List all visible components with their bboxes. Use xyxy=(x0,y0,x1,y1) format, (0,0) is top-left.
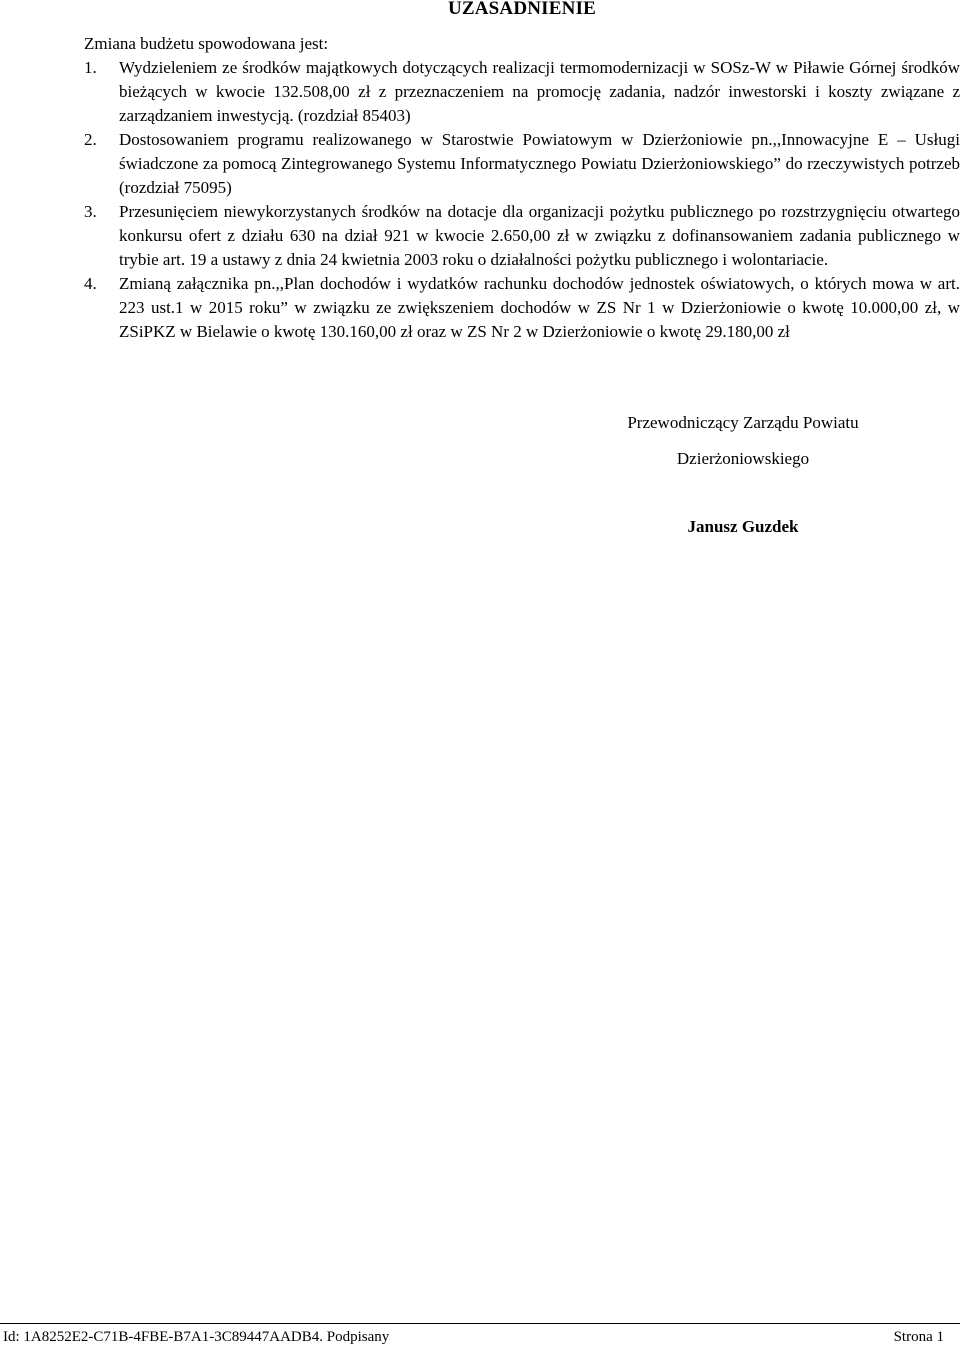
list-item-number: 2. xyxy=(84,130,97,149)
list-item-number: 4. xyxy=(84,274,97,293)
list-item xyxy=(84,200,960,272)
list-item xyxy=(84,272,960,344)
signatory-name: Janusz Guzdek xyxy=(687,517,799,536)
document-title: UZASADNIENIE xyxy=(447,0,597,19)
reasons-list xyxy=(84,56,960,344)
list-item-number: 1. xyxy=(84,58,97,77)
list-item xyxy=(84,56,960,128)
list-item xyxy=(84,128,960,200)
footer-document-id: Id: 1A8252E2-C71B-4FBE-B7A1-3C89447AADB4. Podpisany xyxy=(3,1329,390,1345)
list-item-text: Wydzieleniem ze środków majątkowych dotyczących realizacji termomodernizacji w SOSz-W w Piławie Górnej środków bieżących w kwocie 132.508,00 zł z przeznaczeniem na promocję zadania, nadzór inwestorski i koszty związane z zarządzaniem inwestycją. (rozdział 85403) xyxy=(119,58,960,125)
signature-title-line1: Przewodniczący Zarządu Powiatu xyxy=(627,413,859,432)
list-item-text: Przesunięciem niewykorzystanych środków na dotacje dla organizacji pożytku publicznego po rozstrzygnięciu otwartego konkursu ofert z działu 630 na dział 921 w kwocie 2.650,00 zł w związku z dofinansowaniem zadania publicznego w trybie art. 19 a ustawy z dnia 24 kwietnia 2003 roku o działalności pożytku publicznego i wolontariacie. xyxy=(119,202,960,269)
intro-text: Zmiana budżetu spowodowana jest: xyxy=(84,34,329,53)
footer-page-number: Strona 1 xyxy=(893,1329,944,1345)
footer-divider xyxy=(0,1323,960,1324)
list-item-text: Zmianą załącznika pn.,,Plan dochodów i wydatków rachunku dochodów jednostek oświatowych, o których mowa w art. 223 ust.1 w 2015 roku” w związku ze zwiększeniem dochodów w ZS Nr 1 w Dzierżoniowie o kwotę 10.000,00 zł, w ZSiPKZ w Bielawie o kwotę 130.160,00 zł oraz w ZS Nr 2 w Dzierżoniowie o kwotę 29.180,00 zł xyxy=(119,274,960,341)
list-item-text: Dostosowaniem programu realizowanego w Starostwie Powiatowym w Dzierżoniowie pn.,,Innowacyjne E – Usługi świadczone za pomocą Zintegrowanego Systemu Informatycznego Powiatu Dzierżoniowskiego” do rzeczywistych potrzeb (rozdział 75095) xyxy=(119,130,960,197)
signature-title-line2: Dzierżoniowskiego xyxy=(676,449,810,468)
list-item-number: 3. xyxy=(84,202,97,221)
